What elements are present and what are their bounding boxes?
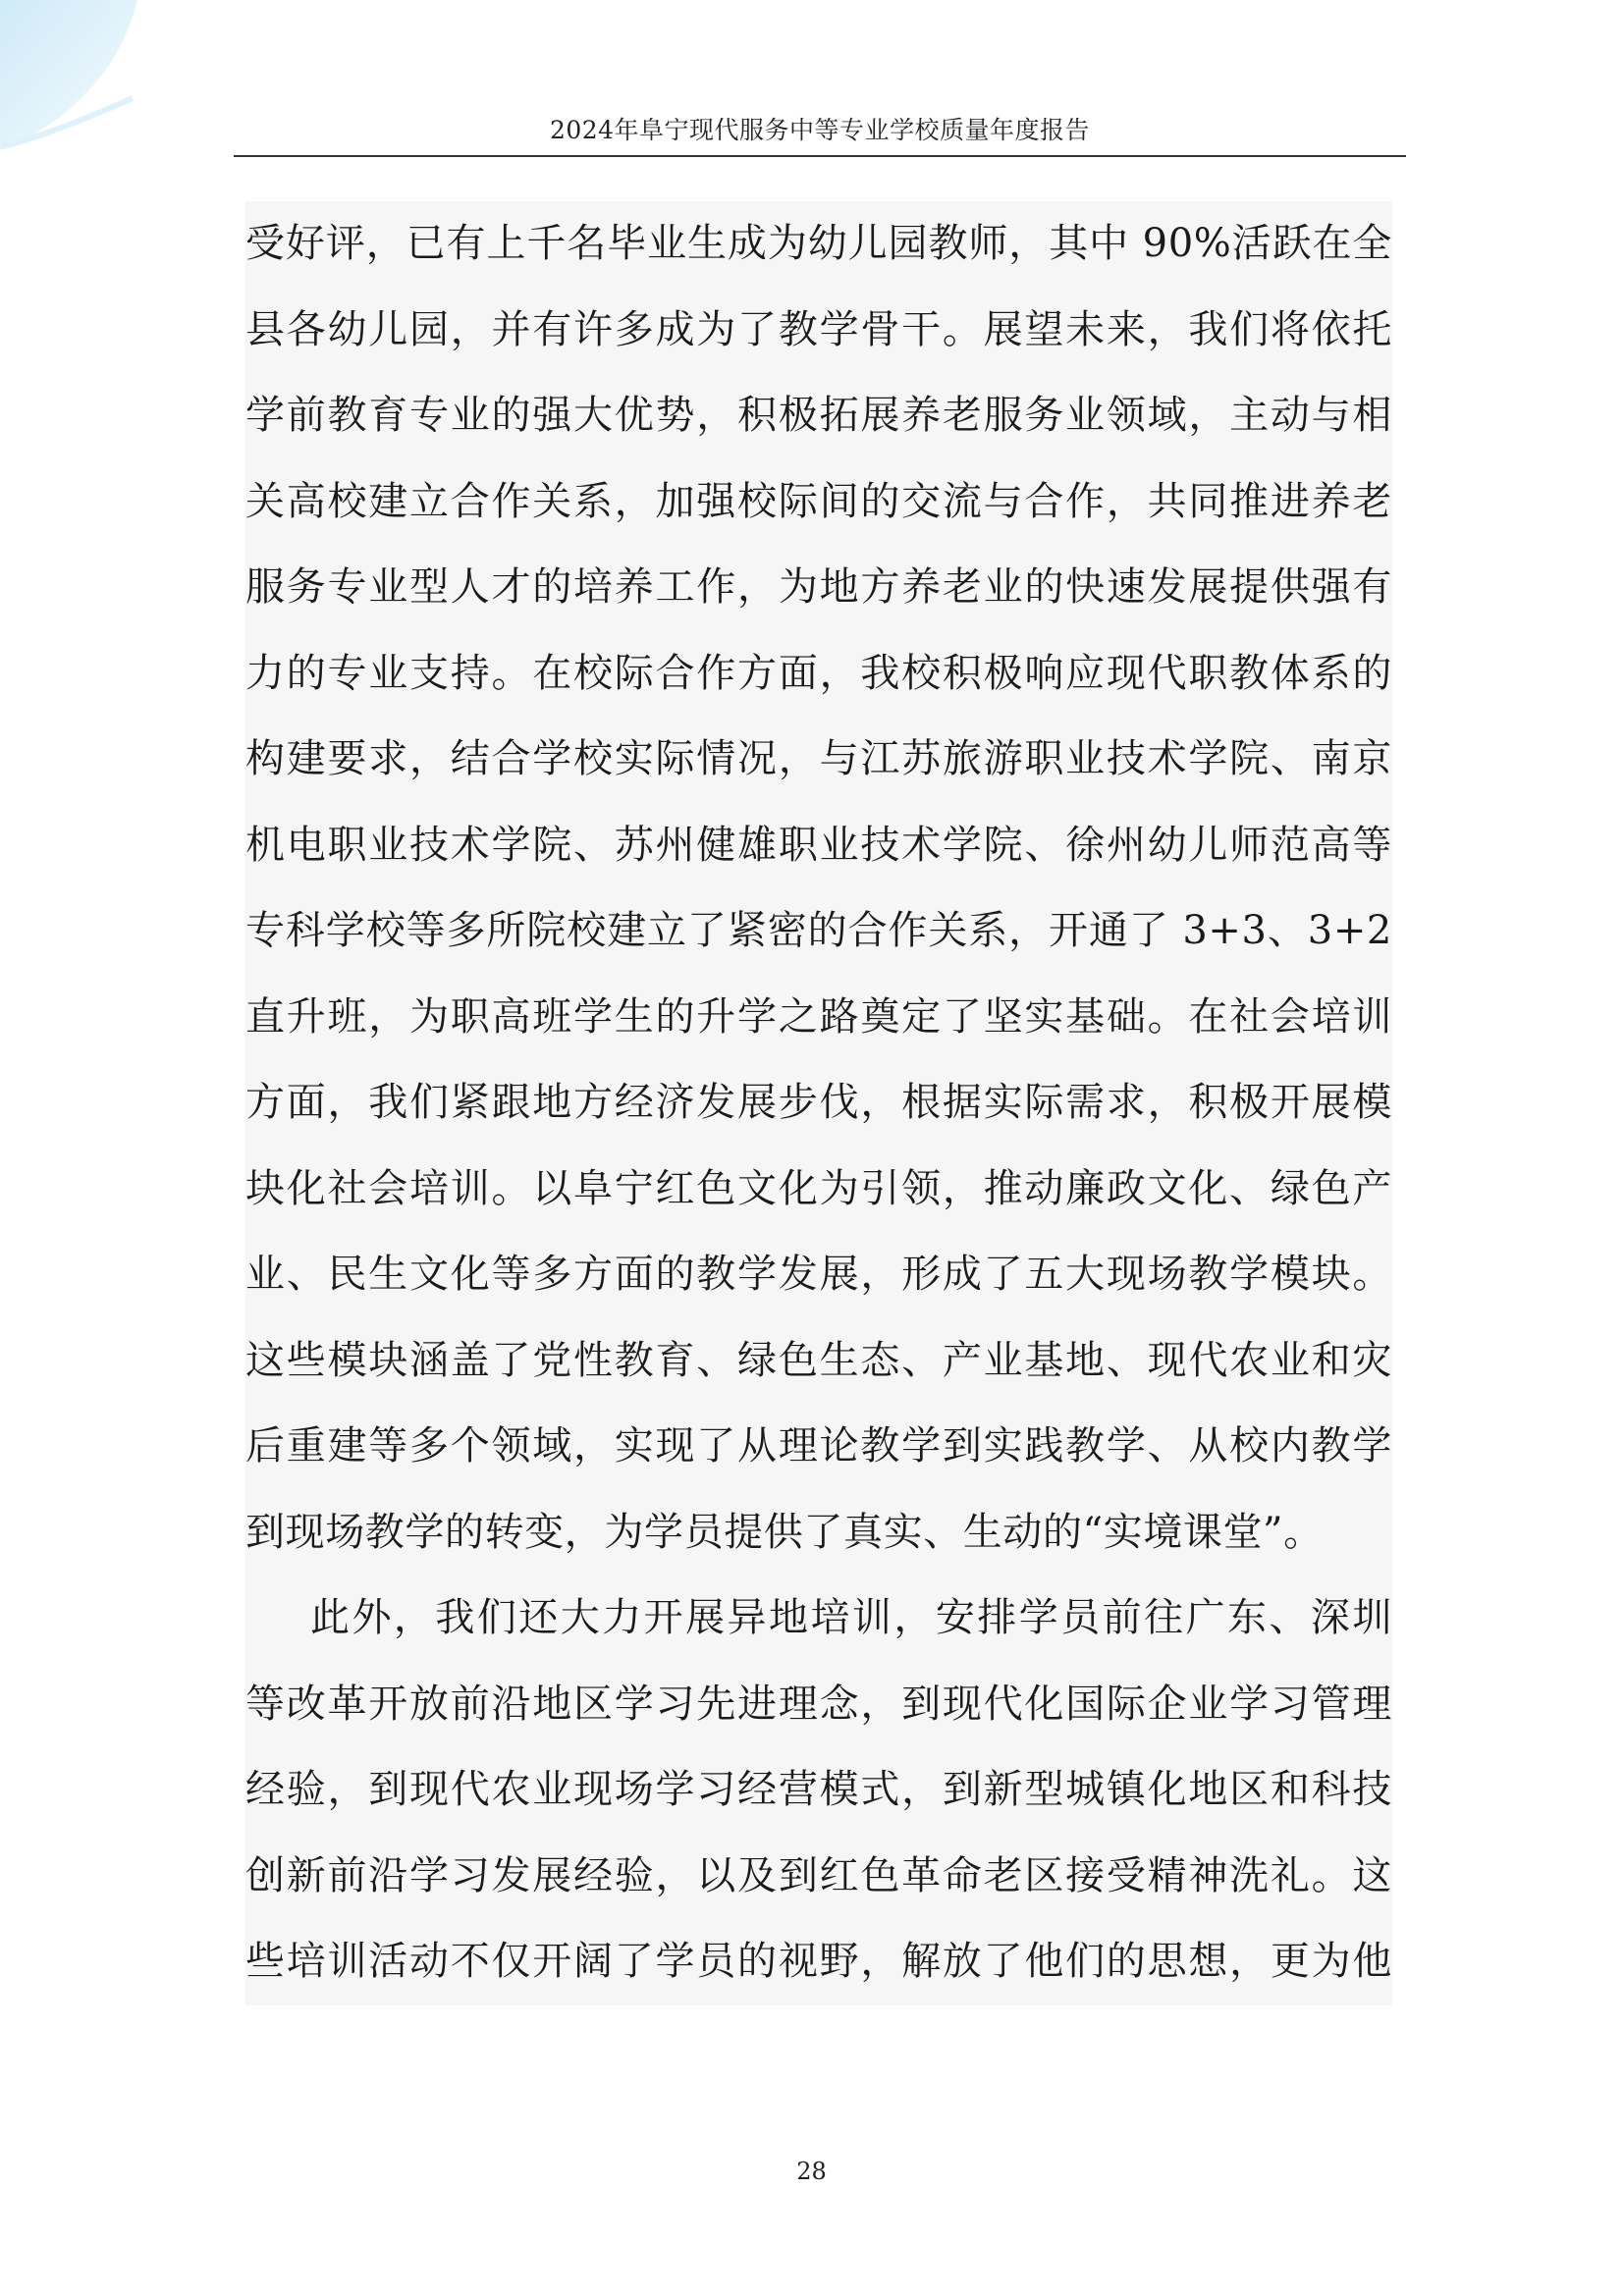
text-line: 方面，我们紧跟地方经济发展步伐，根据实际需求，积极开展模 xyxy=(245,1080,1392,1125)
text-line: 专科学校等多所院校建立了紧密的合作关系，开通了 3+3、3+2 xyxy=(245,908,1392,953)
page-number: 28 xyxy=(796,2158,827,2185)
text-line: 直升班，为职高班学生的升学之路奠定了坚实基础。在社会培训 xyxy=(245,993,1392,1040)
text-line: 等改革开放前沿地区学习先进理念，到现代化国际企业学习管理 xyxy=(245,1681,1392,1727)
text-line: 构建要求，结合学校实际情况，与江苏旅游职业技术学院、南京 xyxy=(245,736,1392,781)
corner-decoration xyxy=(0,0,157,167)
text-line: 业、民生文化等多方面的教学发展，形成了五大现场教学模块。 xyxy=(245,1252,1392,1297)
body-text xyxy=(245,201,1392,2005)
text-line: 到现场教学的转变，为学员提供了真实、生动的“实境课堂”。 xyxy=(245,1509,1324,1555)
text-line: 创新前沿学习发展经验，以及到红色革命老区接受精神洗礼。这 xyxy=(245,1852,1392,1898)
running-header: 2024年阜宁现代服务中等专业学校质量年度报告 xyxy=(549,116,1091,144)
text-line: 学前教育专业的强大优势，积极拓展养老服务业领域，主动与相 xyxy=(245,393,1392,438)
text-line: 经验，到现代农业现场学习经营模式，到新型城镇化地区和科技 xyxy=(245,1767,1392,1812)
text-line: 服务专业型人才的培养工作，为地方养老业的快速发展提供强有 xyxy=(245,564,1392,610)
header-rule xyxy=(234,155,1406,157)
text-line: 机电职业技术学院、苏州健雄职业技术学院、徐州幼儿师范高等 xyxy=(245,822,1392,868)
text-line: 后重建等多个领域，实现了从理论教学到实践教学、从校内教学 xyxy=(245,1423,1392,1468)
corner-wave-graphic xyxy=(0,0,157,167)
text-line: 些培训活动不仅开阔了学员的视野，解放了他们的思想，更为他 xyxy=(245,1939,1392,1984)
text-line-paragraph-start: 此外，我们还大力开展异地培训，安排学员前往广东、深圳 xyxy=(310,1595,1392,1640)
text-line: 力的专业支持。在校际合作方面，我校积极响应现代职教体系的 xyxy=(245,650,1392,696)
text-line: 块化社会培训。以阜宁红色文化为引领，推动廉政文化、绿色产 xyxy=(245,1165,1392,1211)
text-line: 这些模块涵盖了党性教育、绿色生态、产业基地、现代农业和灾 xyxy=(245,1337,1392,1383)
text-line: 县各幼儿园，并有许多成为了教学骨干。展望未来，我们将依托 xyxy=(245,306,1392,352)
text-line: 关高校建立合作关系，加强校际间的交流与合作，共同推进养老 xyxy=(245,478,1392,524)
text-line: 受好评，已有上千名毕业生成为幼儿园教师，其中 90%活跃在全 xyxy=(245,221,1392,266)
